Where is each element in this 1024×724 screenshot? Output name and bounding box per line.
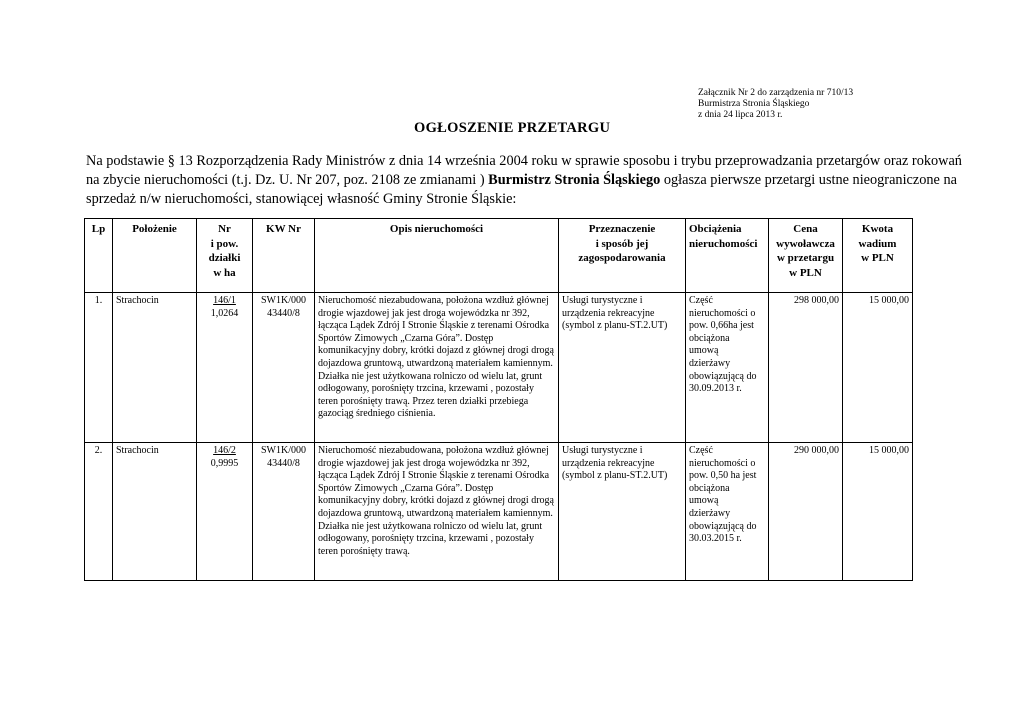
cell-wadium: 15 000,00 bbox=[843, 443, 913, 581]
cell-kw: SW1K/000 43440/8 bbox=[253, 293, 315, 443]
header-polozenie: Położenie bbox=[113, 219, 197, 293]
header-lp: Lp bbox=[85, 219, 113, 293]
intro-text-after: ogłasza pierwsze przetargi ustne nieograniczone na sprzedaż n/w nieruchomości, stanowiącej własność Gminy Stronie Śląskie: bbox=[86, 172, 957, 207]
cell-cena: 298 000,00 bbox=[769, 293, 843, 443]
cell-obciazenia: Część nieruchomości o pow. 0,66ha jest obciążona umową dzierżawy obowiązującą do 30.09.2013 r. bbox=[686, 293, 769, 443]
intro-text-before: Na podstawie § 13 Rozporządzenia Rady Ministrów z dnia 14 września 2004 roku w sprawie sposobu i trybu przeprowadzania przetargów oraz rokowań na zbycie nieruchomości (t.j. Dz. U. Nr 207, poz. 2108 ze zmianami ) bbox=[86, 153, 962, 188]
parcel-number: 146/1 bbox=[213, 295, 236, 306]
cell-przeznaczenie: Usługi turystyczne i urządzenia rekreacyjne (symbol z planu-ST.2.UT) bbox=[559, 443, 686, 581]
cell-nr bbox=[197, 443, 253, 581]
table-row bbox=[85, 443, 913, 581]
cell-polozenie: Strachocin bbox=[113, 443, 197, 581]
table-header-row bbox=[85, 219, 913, 293]
cell-lp: 2. bbox=[85, 443, 113, 581]
cell-cena: 290 000,00 bbox=[769, 443, 843, 581]
cell-obciazenia: Część nieruchomości o pow. 0,50 ha jest obciążona umową dzierżawy obowiązującą do 30.03.2015 r. bbox=[686, 443, 769, 581]
cell-opis: Nieruchomość niezabudowana, położona wzdłuż głównej drogie wjazdowej jak jest droga wojewódzka nr 392, łącząca Lądek Zdrój I Stronie Śląskie z terenami Ośrodka Sportów Zimowych „Czarna Góra”. Dostęp komunikacyjny dobry, krótki dojazd z głównej drogi drogą dojazdowa gruntową, utwardzoną materiałem kamiennym. Działka nie jest użytkowana rolniczo od wielu lat, grunt odłogowany, porośnięty trzcina, krzewami , pozostały teren porośnięty trawą. bbox=[315, 443, 559, 581]
cell-lp: 1. bbox=[85, 293, 113, 443]
attachment-line-3: z dnia 24 lipca 2013 r. bbox=[698, 110, 783, 120]
cell-przeznaczenie: Usługi turystyczne i urządzenia rekreacyjne (symbol z planu-ST.2.UT) bbox=[559, 293, 686, 443]
header-kw: KW Nr bbox=[253, 219, 315, 293]
attachment-line-2: Burmistrza Stronia Śląskiego bbox=[698, 99, 810, 109]
header-wadium: Kwota wadium w PLN bbox=[843, 219, 913, 293]
cell-opis: Nieruchomość niezabudowana, położona wzdłuż głównej drogie wjazdowej jak jest droga wojewódzka nr 392, łącząca Lądek Zdrój I Stronie Śląskie z terenami Ośrodka Sportów Zimowych „Czarna Góra”. Dostęp komunikacyjny dobry, krótki dojazd z głównej drogi drogą dojazdowa gruntową, utwardzoną materiałem kamiennym. Działka nie jest użytkowana rolniczo od wielu lat, grunt odłogowany, porośnięty trzcina, krzewami , pozostały teren porośnięty trawą. Przez teren działki przebiega gazociąg średniego ciśnienia. bbox=[315, 293, 559, 443]
cell-kw: SW1K/000 43440/8 bbox=[253, 443, 315, 581]
cell-polozenie: Strachocin bbox=[113, 293, 197, 443]
header-przeznaczenie: Przeznaczenie i sposób jej zagospodarowania bbox=[559, 219, 686, 293]
properties-table bbox=[84, 218, 913, 581]
header-nr: Nr i pow. działki w ha bbox=[197, 219, 253, 293]
header-obciazenia: Obciążenia nieruchomości bbox=[686, 219, 769, 293]
parcel-area: 0,9995 bbox=[210, 457, 239, 469]
intro-text-bold: Burmistrz Stronia Śląskiego bbox=[488, 172, 661, 188]
cell-wadium: 15 000,00 bbox=[843, 293, 913, 443]
document-title: OGŁOSZENIE PRZETARGU bbox=[414, 120, 611, 136]
parcel-number: 146/2 bbox=[213, 445, 236, 456]
table-row bbox=[85, 293, 913, 443]
intro-paragraph bbox=[86, 152, 966, 209]
cell-nr bbox=[197, 293, 253, 443]
header-cena: Cena wywoławcza w przetargu w PLN bbox=[769, 219, 843, 293]
attachment-line-1: Załącznik Nr 2 do zarządzenia nr 710/13 bbox=[698, 88, 854, 98]
attachment-note bbox=[698, 88, 853, 121]
header-opis: Opis nieruchomości bbox=[315, 219, 559, 293]
parcel-area: 1,0264 bbox=[210, 307, 239, 319]
